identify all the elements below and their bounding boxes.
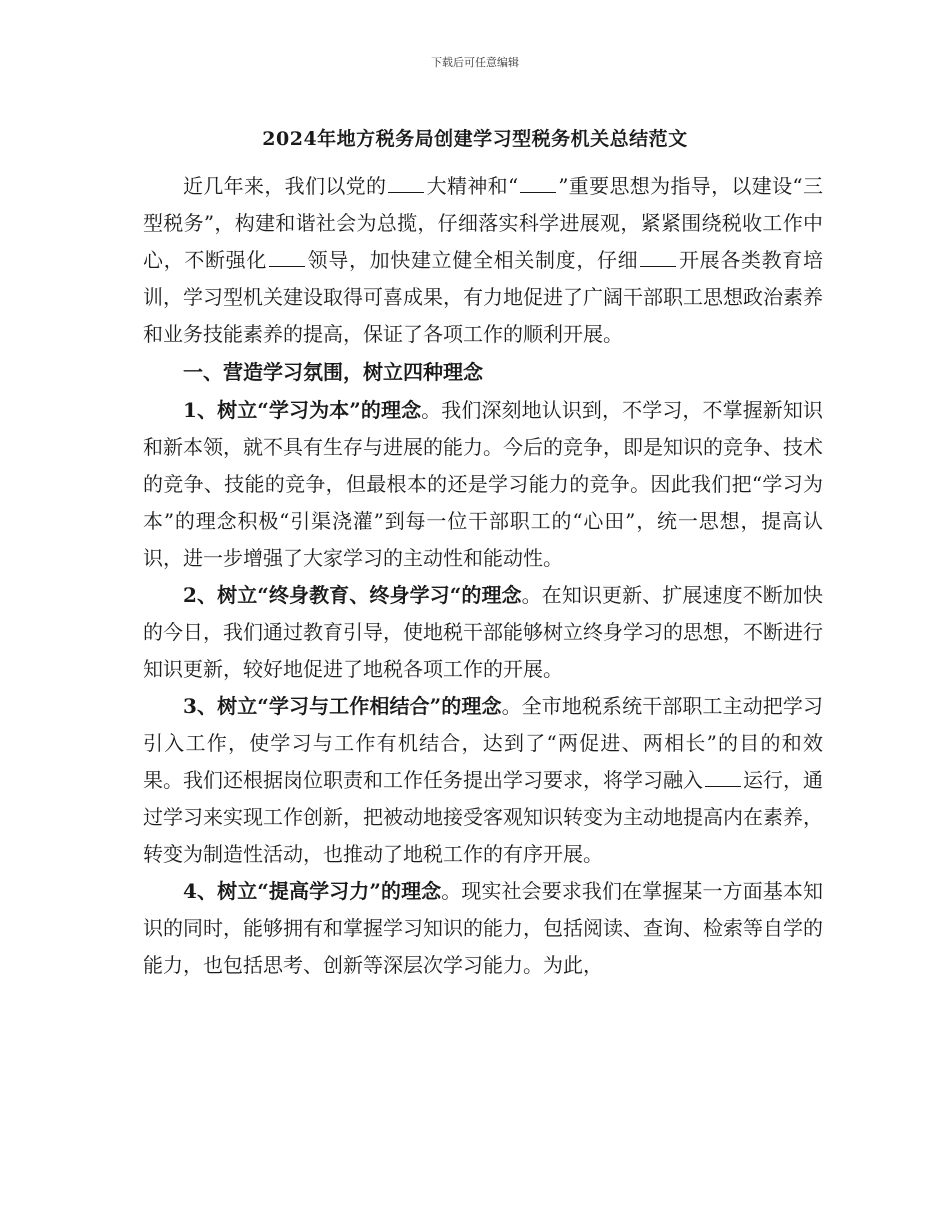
blank-line xyxy=(705,766,741,787)
item-lead: 2、树立“终身教育、终身学习“的理念 xyxy=(183,583,522,607)
blank-line xyxy=(640,246,676,267)
item-paragraph-4 xyxy=(143,873,823,984)
intro-text-4: 领导，加快建立健全相关制度，仔细 xyxy=(307,248,639,272)
intro-paragraph xyxy=(143,168,823,353)
intro-text-5: 开展各类教育培训，学习型机关建设取得可喜成果，有力地促进了广阔干部职工思想政治素养和业务技能素养的提高，保证了各项工作的顺利开展。 xyxy=(143,248,824,346)
document-body xyxy=(143,168,823,984)
item-paragraph-2 xyxy=(143,577,823,688)
item-lead: 3、树立“学习与工作相结合”的理念 xyxy=(183,694,502,718)
section-heading: 一、营造学习氛围，树立四种理念 xyxy=(183,360,483,384)
blank-line xyxy=(520,172,556,193)
blank-line xyxy=(269,246,305,267)
item-paragraph-3 xyxy=(143,688,823,873)
document-title: 2024年地方税务局创建学习型税务机关总结范文 xyxy=(262,128,688,150)
intro-text-3: ”重要思想为指导，以建设“三型税务”，构建和谐社会为总揽，仔细落实科学进展观，紧紧围绕税收工作中心，不断强化 xyxy=(143,174,823,272)
item-lead: 4、树立“提高学习力”的理念 xyxy=(183,879,442,903)
header-note: 下载后可任意编辑 xyxy=(431,56,519,69)
intro-text-1: 近几年来，我们以党的 xyxy=(183,174,387,198)
intro-text-2: 大精神和“ xyxy=(426,174,519,198)
item-text: 。现实社会要求我们在掌握某一方面基本知识的同时，能够拥有和掌握学习知识的能力，包括阅读、查询、检索等自学的能力，也包括思考、创新等深层次学习能力。为此， xyxy=(143,879,823,977)
item-lead: 1、树立“学习为本”的理念 xyxy=(183,398,422,422)
item-paragraph-1 xyxy=(143,392,823,577)
item-text: 。全市地税系统干部职工主动把学习引入工作，使学习与工作有机结合，达到了“两促进、两相长”的目的和效果。我们还根据岗位职责和工作任务提出学习要求，将学习融入 xyxy=(143,694,823,792)
item-text: 。在知识更新、扩展速度不断加快的今日，我们通过教育引导，使地税干部能够树立终身学习的思想，不断进行知识更新，较好地促进了地税各项工作的开展。 xyxy=(143,583,823,681)
item-text: 运行，通过学习来实现工作创新，把被动地接受客观知识转变为主动地提高内在素养，转变为制造性活动，也推动了地税工作的有序开展。 xyxy=(143,768,823,866)
item-text: 。我们深刻地认识到，不学习，不掌握新知识和新本领，就不具有生存与进展的能力。今后的竞争，即是知识的竞争、技术的竞争、技能的竞争，但最根本的还是学习能力的竞争。因此我们把“学习为本”的理念积极“引渠浇灌”到每一位干部职工的“心田”，统一思想，提高认识，进一步增强了大家学习的主动性和能动性。 xyxy=(143,398,823,570)
blank-line xyxy=(388,172,424,193)
